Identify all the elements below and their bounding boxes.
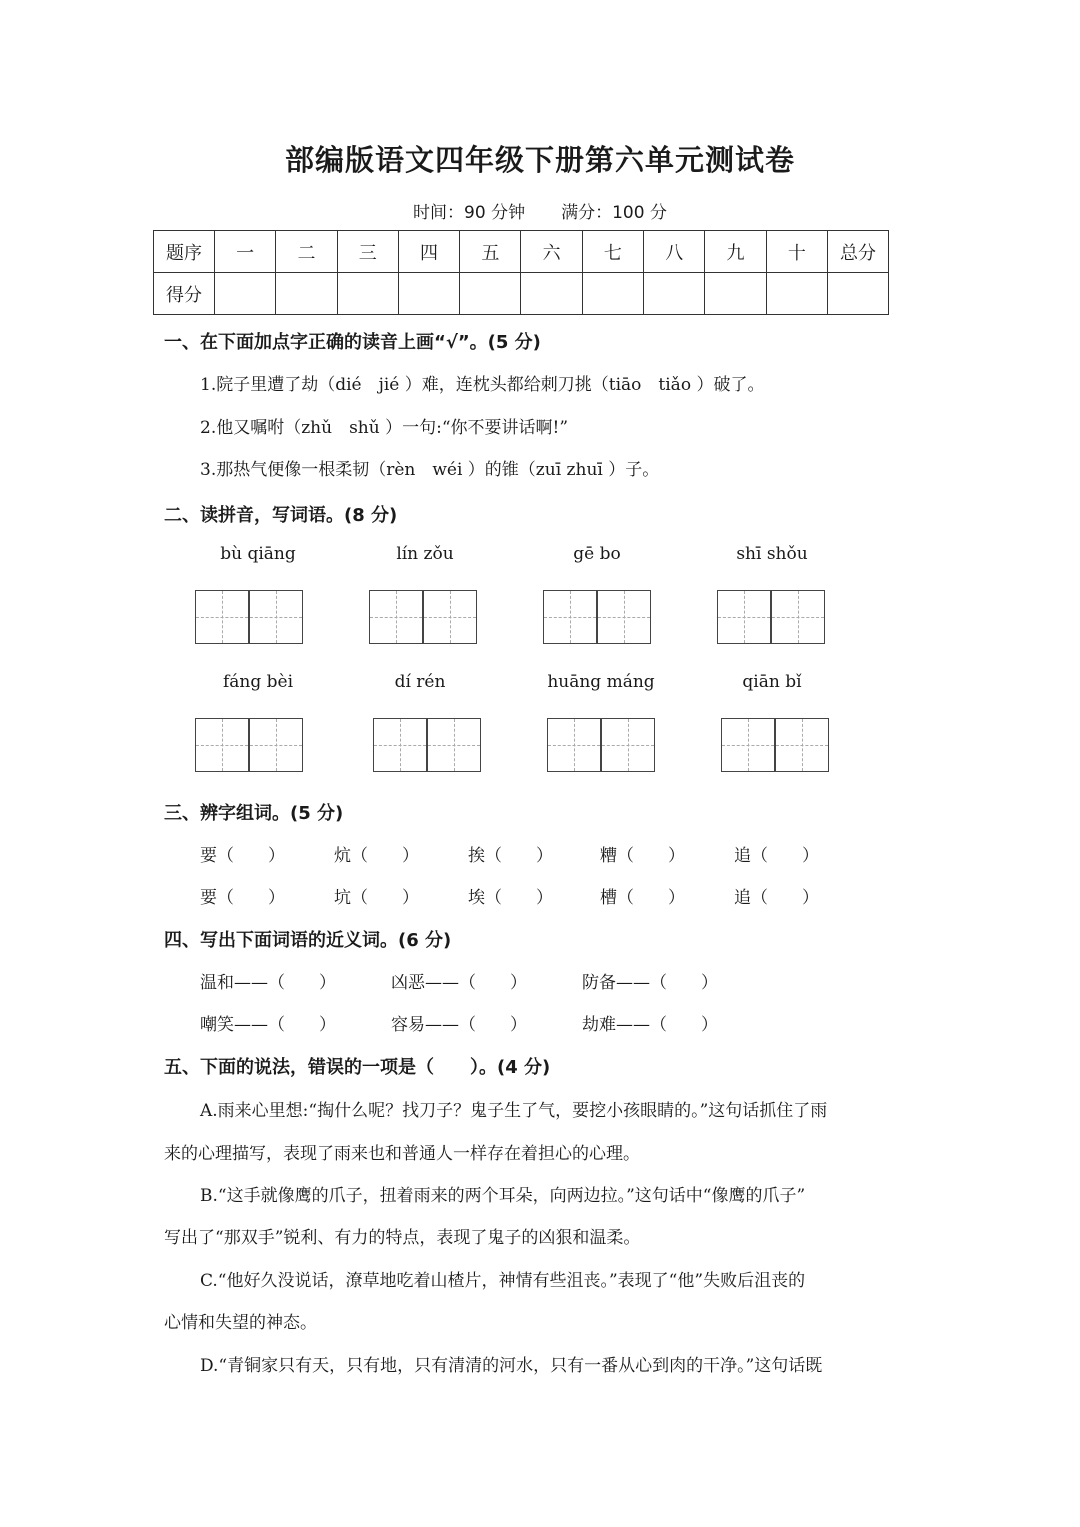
question-line: 2.他又嘱咐（zhǔ shǔ ）一句:“你不要讲话啊!” xyxy=(200,418,569,438)
pinyin-label: qiān bǐ xyxy=(742,672,802,692)
exam-meta xyxy=(0,198,1080,223)
synonym-item: 嘲笑——（ ） xyxy=(200,1015,336,1035)
table-cell: 八 xyxy=(644,231,705,273)
table-cell: 一 xyxy=(215,231,276,273)
synonym-item: 防备——（ ） xyxy=(582,973,718,993)
exam-time: 时间：90 分钟 xyxy=(413,203,526,223)
table-cell: 七 xyxy=(582,231,643,273)
writing-grid[interactable] xyxy=(369,590,477,644)
score-cell[interactable] xyxy=(644,273,705,315)
pinyin-label: dí rén xyxy=(394,672,446,692)
option-b-line: B.“这手就像鹰的爪子，扭着雨来的两个耳朵，向两边拉。”这句话中“像鹰的爪子” xyxy=(200,1186,806,1206)
page-title: 部编版语文四年级下册第六单元测试卷 xyxy=(284,143,795,177)
option-b-line: 写出了“那双手”锐利、有力的特点，表现了鬼子的凶狠和温柔。 xyxy=(164,1228,641,1248)
writing-grid[interactable] xyxy=(721,718,829,772)
score-table xyxy=(153,230,889,315)
table-cell: 二 xyxy=(276,231,337,273)
table-cell: 六 xyxy=(521,231,582,273)
writing-grid[interactable] xyxy=(543,590,651,644)
score-table-score-row xyxy=(154,273,889,315)
score-cell[interactable] xyxy=(766,273,827,315)
writing-grid[interactable] xyxy=(547,718,655,772)
table-cell: 得分 xyxy=(154,273,215,315)
section-2-heading: 二、读拼音，写词语。(8 分) xyxy=(164,505,398,526)
table-cell: 十 xyxy=(766,231,827,273)
synonym-item: 温和——（ ） xyxy=(200,973,336,993)
score-cell[interactable] xyxy=(460,273,521,315)
writing-grid[interactable] xyxy=(717,590,825,644)
question-line: 1.院子里遭了劫（dié jié ）难，连枕头都给刺刀挑（tiāo tiǎo ）破了。 xyxy=(200,375,765,395)
pinyin-label: shī shǒu xyxy=(736,544,808,564)
score-cell[interactable] xyxy=(521,273,582,315)
option-a-line: A.雨来心里想:“掏什么呢？找刀子？鬼子生了气，要挖小孩眼睛的。”这句话抓住了雨 xyxy=(200,1101,828,1121)
option-c-line: 心情和失望的神态。 xyxy=(164,1313,317,1333)
option-d-line: D.“青铜家只有天，只有地，只有清清的河水，只有一番从心到肉的干净。”这句话既 xyxy=(200,1356,823,1376)
table-cell: 五 xyxy=(460,231,521,273)
table-cell: 九 xyxy=(705,231,766,273)
word-item: 槽（ ） xyxy=(600,888,685,908)
synonym-item: 劫难——（ ） xyxy=(582,1015,718,1035)
section-3-heading: 三、辨字组词。(5 分) xyxy=(164,803,344,824)
table-cell: 题序 xyxy=(154,231,215,273)
word-item: 追（ ） xyxy=(734,888,819,908)
pinyin-label: gē bo xyxy=(573,544,621,564)
option-c-line: C.“他好久没说话，潦草地吃着山楂片，神情有些沮丧。”表现了“他”失败后沮丧的 xyxy=(200,1271,806,1291)
writing-grid[interactable] xyxy=(373,718,481,772)
word-item: 埃（ ） xyxy=(468,888,553,908)
word-item: 追（ ） xyxy=(734,846,819,866)
pinyin-label: huāng máng xyxy=(547,672,655,692)
table-cell: 四 xyxy=(398,231,459,273)
section-1-heading: 一、在下面加点字正确的读音上画“√”。(5 分) xyxy=(164,332,541,353)
score-cell[interactable] xyxy=(398,273,459,315)
word-item: 挨（ ） xyxy=(468,846,553,866)
section-4-heading: 四、写出下面词语的近义词。(6 分) xyxy=(164,930,452,951)
word-item: 要（ ） xyxy=(200,846,285,866)
score-cell[interactable] xyxy=(337,273,398,315)
score-cell[interactable] xyxy=(827,273,888,315)
pinyin-label: fáng bèi xyxy=(222,672,294,692)
table-cell: 三 xyxy=(337,231,398,273)
word-item: 坑（ ） xyxy=(334,888,419,908)
word-item: 要（ ） xyxy=(200,888,285,908)
synonym-item: 容易——（ ） xyxy=(391,1015,527,1035)
score-cell[interactable] xyxy=(582,273,643,315)
score-cell[interactable] xyxy=(705,273,766,315)
question-line: 3.那热气便像一根柔韧（rèn wéi ）的锥（zuī zhuī ）子。 xyxy=(200,460,660,480)
option-a-line: 来的心理描写，表现了雨来也和普通人一样存在着担心的心理。 xyxy=(164,1144,640,1164)
exam-full-score: 满分：100 分 xyxy=(561,203,667,223)
pinyin-label: lín zǒu xyxy=(396,544,454,564)
word-item: 炕（ ） xyxy=(334,846,419,866)
word-item: 糟（ ） xyxy=(600,846,685,866)
score-cell[interactable] xyxy=(215,273,276,315)
section-5-heading: 五、下面的说法，错误的一项是（ ）。(4 分) xyxy=(164,1057,551,1078)
score-table-header-row xyxy=(154,231,889,273)
writing-grid[interactable] xyxy=(195,590,303,644)
score-cell[interactable] xyxy=(276,273,337,315)
synonym-item: 凶恶——（ ） xyxy=(391,973,527,993)
writing-grid[interactable] xyxy=(195,718,303,772)
table-cell: 总分 xyxy=(827,231,888,273)
pinyin-label: bù qiāng xyxy=(220,544,296,564)
